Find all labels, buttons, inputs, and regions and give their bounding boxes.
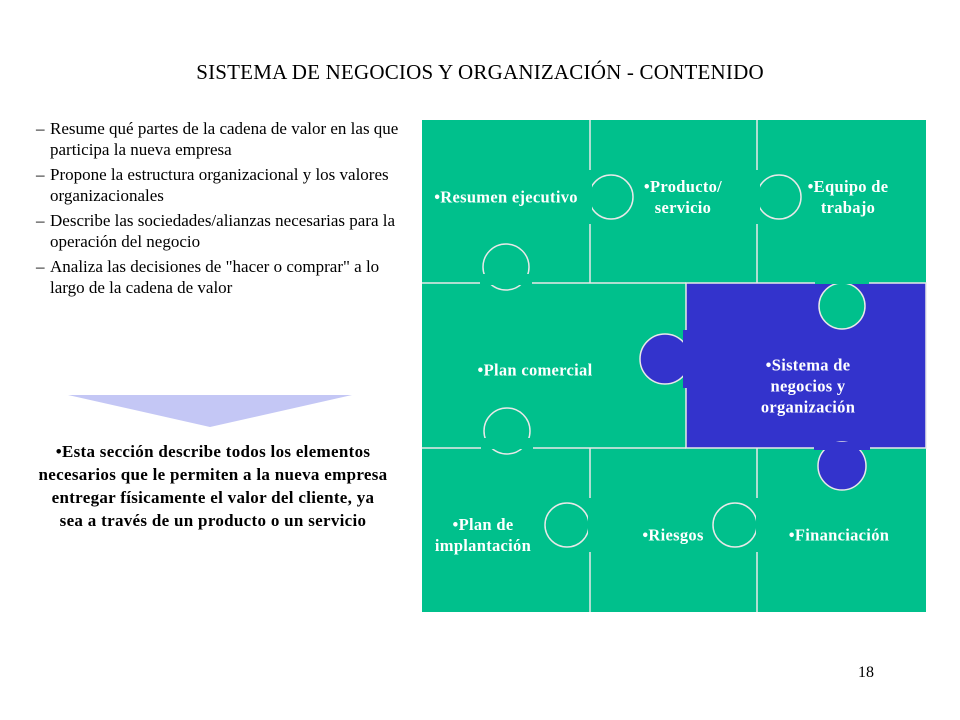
puzzle-label-financiacion: •Financiación xyxy=(788,525,890,545)
puzzle-label-riesgos: •Riesgos xyxy=(642,525,704,545)
bullet-item: – Propone la estructura organizacional y los valores organizacionales xyxy=(36,165,389,205)
bullet-item: – Resume qué partes de la cadena de valor en las que participa la nueva empresa xyxy=(36,119,399,159)
puzzle-label-plan-comercial: •Plan comercial xyxy=(477,360,593,380)
bullet-item: – Describe las sociedades/alianzas necesarias para la operación del negocio xyxy=(36,211,396,251)
page-number: 18 xyxy=(858,664,874,681)
puzzle-tab xyxy=(545,503,589,547)
page-title: SISTEMA DE NEGOCIOS Y ORGANIZACIÓN - CONTENIDO xyxy=(196,60,764,84)
puzzle-label-producto: •Producto/ servicio xyxy=(643,177,723,217)
puzzle-tab xyxy=(589,175,633,219)
puzzle-label-plan-implantacion: •Plan de implantación xyxy=(434,515,532,555)
puzzle-label-resumen: •Resumen ejecutivo xyxy=(434,187,578,207)
puzzle-tab xyxy=(713,503,757,547)
puzzle-label-equipo: •Equipo de trabajo xyxy=(807,177,889,217)
puzzle-label-sistema: •Sistema de negocios y organización xyxy=(760,355,856,417)
bullet-item: – Analiza las decisiones de "hacer o comprar" a lo largo de la cadena de valor xyxy=(36,257,380,297)
section-summary: •Esta sección describe todos los elementos necesarios que le permiten a la nueva empresa entregar físicamente el valor del cliente, ya sea a través de un producto o un servicio xyxy=(38,442,388,530)
